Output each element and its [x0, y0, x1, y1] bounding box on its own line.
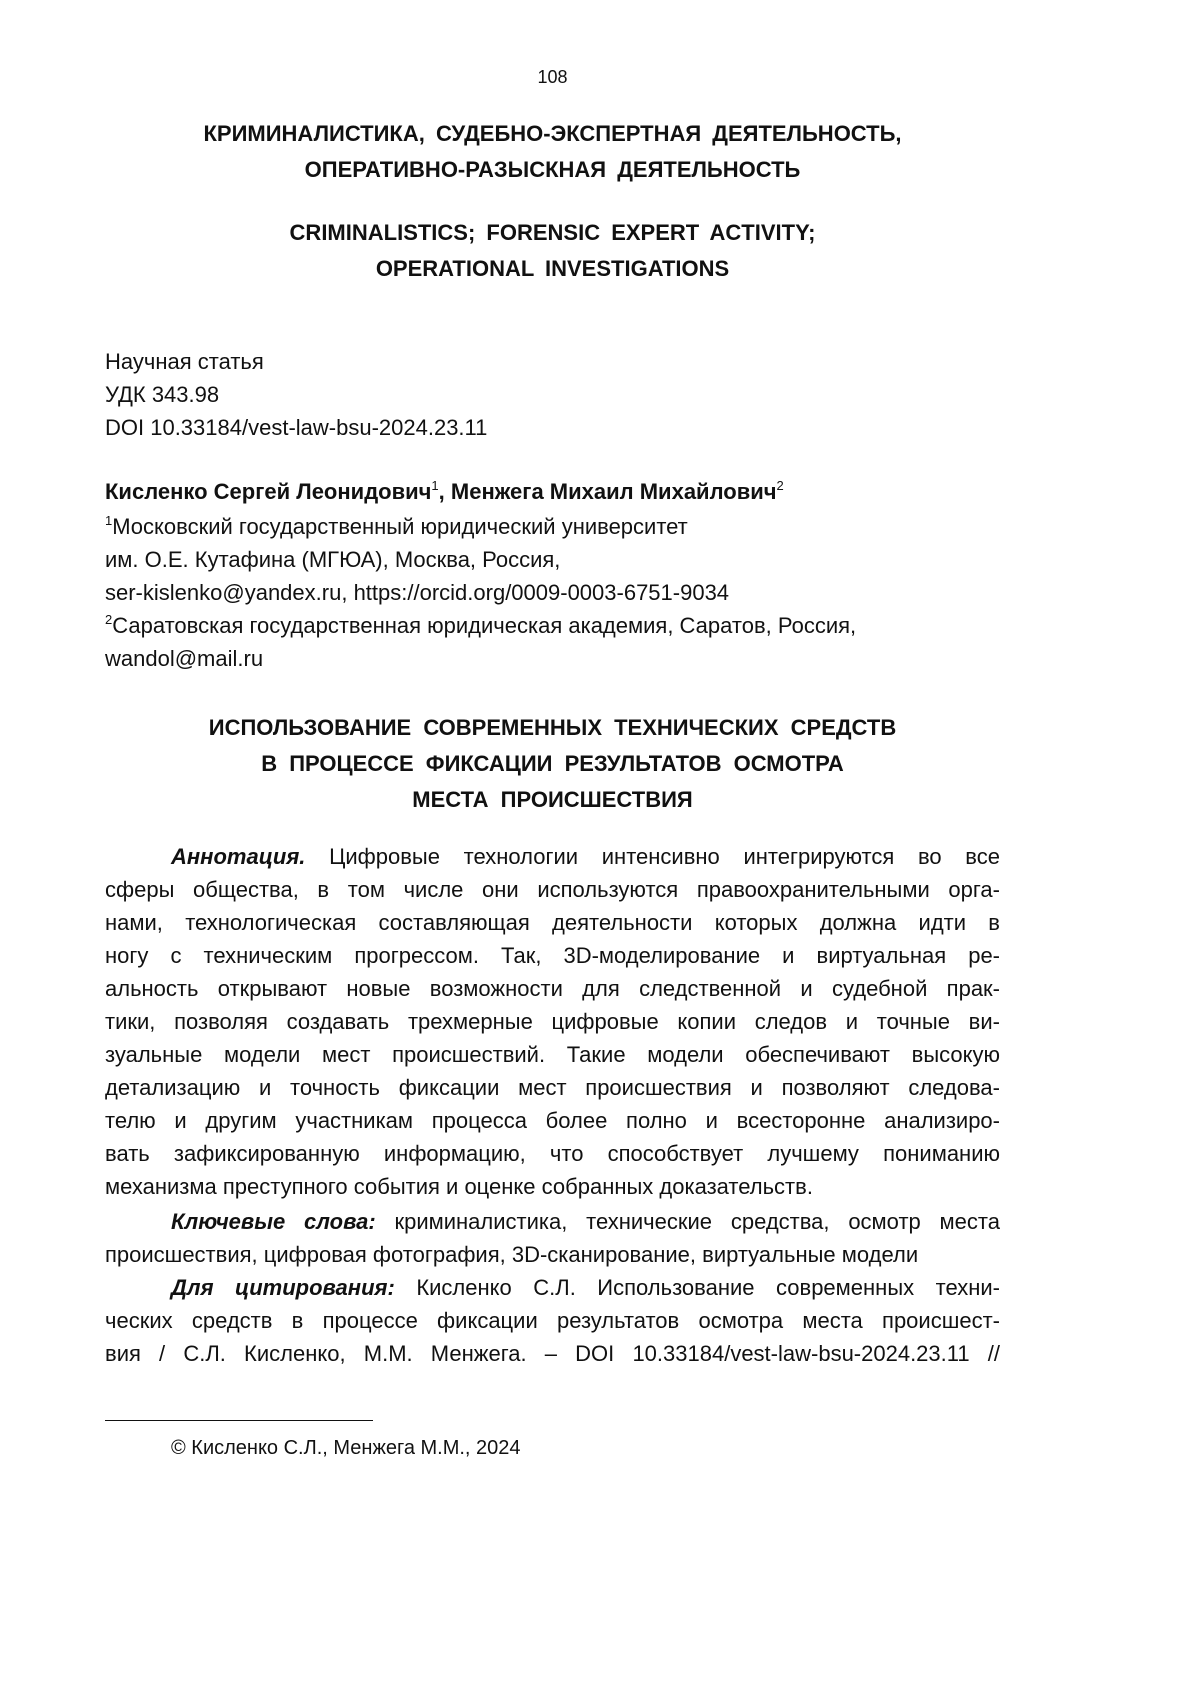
doi: DOI 10.33184/vest-law-bsu-2024.23.11 [105, 415, 488, 440]
abstract-line: детализацию и точность фиксации мест происшествия и позволяют следова- [105, 1075, 1000, 1100]
citation-paragraph [105, 1271, 1000, 1370]
article-title [105, 710, 1000, 818]
author-1-orcid-link[interactable]: https://orcid.org/0009-0003-6751-9034 [353, 580, 730, 605]
affiliation-1-line-2: им. О.Е. Кутафина (МГЮА), Москва, Россия, [105, 547, 561, 572]
article-title-line: ИСПОЛЬЗОВАНИЕ СОВРЕМЕННЫХ ТЕХНИЧЕСКИХ СРЕДСТВ [208, 715, 897, 740]
authors-line [105, 475, 784, 508]
keywords-line [105, 1205, 1000, 1238]
abstract-paragraph [105, 840, 1000, 1203]
author-2-email-link[interactable]: wandol@mail.ru [105, 646, 264, 671]
article-type: Научная статья [105, 349, 264, 374]
affiliation-2-line-1 [105, 609, 1000, 642]
section-heading-ru-line: ОПЕРАТИВНО-РАЗЫСКНАЯ ДЕЯТЕЛЬНОСТЬ [304, 157, 801, 182]
udc-code: УДК 343.98 [105, 382, 220, 407]
abstract-line: зуальные модели мест происшествий. Такие модели обеспечивают высокую [105, 1042, 1000, 1067]
section-heading-ru [105, 116, 1000, 188]
affiliation-2-superscript: 2 [105, 612, 113, 627]
affiliation-1-institution: Московский государственный юридический университет [112, 514, 688, 539]
abstract-line: механизма преступного события и оценке собранных доказательств. [105, 1174, 813, 1199]
authors-separator: , [438, 479, 451, 504]
author-2-superscript: 2 [776, 478, 784, 493]
author-1-email-link[interactable]: ser-kislenko@yandex.ru [105, 580, 342, 605]
abstract-line: сферы общества, в том числе они используются правоохранительными орга- [105, 877, 1000, 902]
section-heading-en-line: CRIMINALISTICS; FORENSIC EXPERT ACTIVITY; [289, 220, 816, 245]
citation-line: вия / С.Л. Кисленко, М.М. Менжега. – DOI 10.33184/vest-law-bsu-2024.23.11 // [105, 1341, 1000, 1366]
affiliation-1-contacts [105, 576, 1000, 609]
citation-line-text: Кисленко С.Л. Использование современных техни- [394, 1275, 1000, 1300]
affiliations [105, 510, 1000, 675]
abstract-line: альность открывают новые возможности для следственной и судебной прак- [105, 976, 1000, 1001]
abstract-line [105, 840, 1000, 873]
author-name-1: Кисленко Сергей Леонидович [105, 479, 432, 504]
keywords-line: происшествия, цифровая фотография, 3D-сканирование, виртуальные модели [105, 1242, 919, 1267]
page-number: 108 [537, 67, 568, 87]
keywords-label: Ключевые слова: [171, 1209, 376, 1234]
copyright-footnote: © Кисленко С.Л., Менжега М.М., 2024 [171, 1437, 521, 1459]
keywords-paragraph [105, 1205, 1000, 1271]
affiliation-1-superscript: 1 [105, 513, 113, 528]
citation-label: Для цитирования: [171, 1275, 395, 1300]
abstract-label: Аннотация. [171, 844, 306, 869]
article-metadata [105, 345, 487, 444]
section-heading-en-line: OPERATIONAL INVESTIGATIONS [375, 256, 730, 281]
contacts-separator: , [341, 580, 354, 605]
citation-line: ческих средств в процессе фиксации результатов осмотра места происшест- [105, 1308, 1000, 1333]
section-heading-en [105, 215, 1000, 287]
abstract-line: нами, технологическая составляющая деятельности которых должна идти в [105, 910, 1000, 935]
abstract-line: телю и другим участникам процесса более полно и всесторонне анализиро- [105, 1108, 1000, 1133]
abstract-line: тики, позволяя создавать трехмерные цифровые копии следов и точные ви- [105, 1009, 1000, 1034]
article-title-line: В ПРОЦЕССЕ ФИКСАЦИИ РЕЗУЛЬТАТОВ ОСМОТРА [261, 751, 844, 776]
keywords-line-text: криминалистика, технические средства, осмотр места [375, 1209, 1000, 1234]
footnote-divider [105, 1420, 373, 1421]
section-heading-ru-line: КРИМИНАЛИСТИКА, СУДЕБНО-ЭКСПЕРТНАЯ ДЕЯТЕЛЬНОСТЬ, [203, 121, 902, 146]
abstract-line: ногу с техническим прогрессом. Так, 3D-моделирование и виртуальная ре- [105, 943, 1000, 968]
affiliation-2-contacts [105, 642, 1000, 675]
article-title-line: МЕСТА ПРОИСШЕСТВИЯ [412, 787, 693, 812]
author-1-superscript: 1 [431, 478, 439, 493]
affiliation-2-institution: Саратовская государственная юридическая академия, Саратов, Россия, [112, 613, 857, 638]
author-name-2: Менжега Михаил Михайлович [450, 479, 777, 504]
abstract-line-text: Цифровые технологии интенсивно интегрируются во все [305, 844, 1000, 869]
citation-line [105, 1271, 1000, 1304]
affiliation-1-line-1 [105, 510, 1000, 543]
abstract-line: вать зафиксированную информацию, что способствует лучшему пониманию [105, 1141, 1000, 1166]
